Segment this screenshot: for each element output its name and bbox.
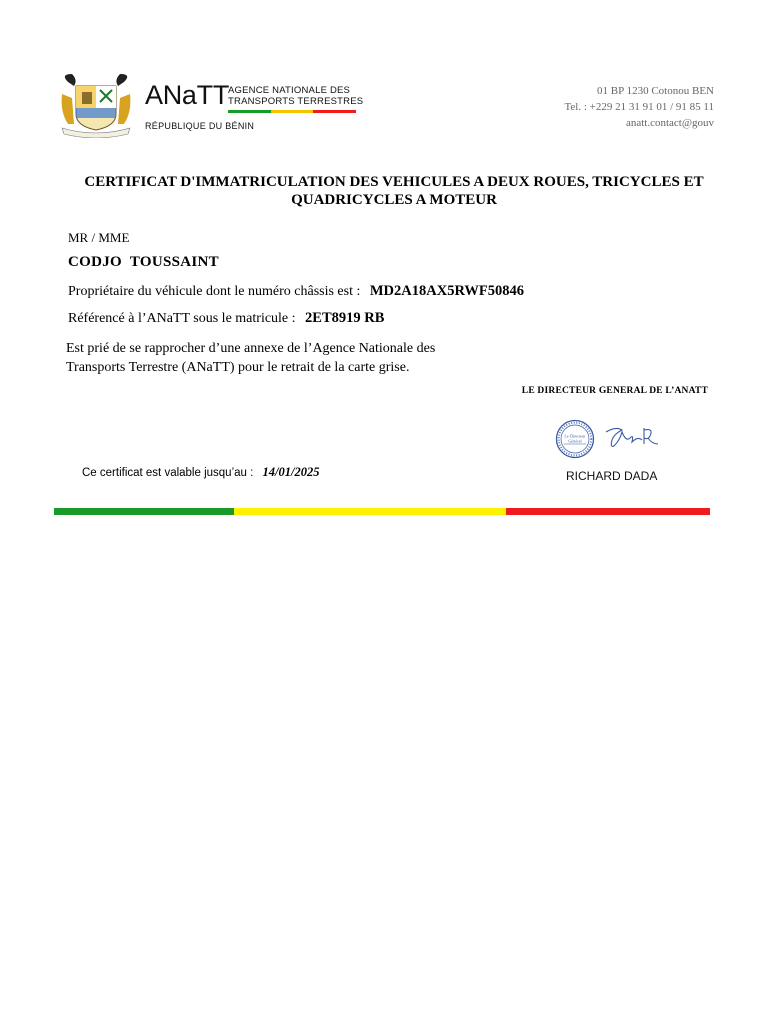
flag-bar-red [506,508,710,515]
document-title [40,173,748,209]
flag-bar-yellow [234,508,506,515]
chassis-number: MD2A18AX5RWF50846 [369,283,525,299]
agency-name-line-1: AGENCE NATIONALE DES [228,85,351,96]
svg-text:Le Directeur: Le Directeur [564,433,586,439]
contact-email: anatt.contact@gouv [625,117,714,129]
owner-name: CODJO TOUSSAINT [68,254,219,270]
signatory-name: RICHARD DADA [566,469,658,483]
validity-date: 14/01/2025 [262,465,320,479]
agency-full-name [228,85,363,107]
validity-label: Ce certificat est valable jusqu’au : [82,467,254,479]
flag-bar-green [54,508,234,515]
agency-logo-text: ANaTT [145,80,230,110]
chassis-line [68,283,524,300]
logo-flag-bar [228,110,356,113]
contact-block [514,83,714,131]
signatory-title: LE DIRECTEUR GENERAL DE L’ANATT [521,386,708,396]
contact-phone: Tel. : +229 21 31 91 01 / 91 85 11 [564,101,714,113]
instruction-line-1: Est prié de se rapprocher d’une annexe de l’Agence Nationale des [66,341,436,356]
svg-text:Général: Général [568,438,582,444]
country-name: RÉPUBLIQUE DU BÉNIN [145,121,255,131]
instruction-paragraph [66,339,496,377]
chassis-label: Propriétaire du véhicule dont le numéro châssis est : [68,284,361,299]
contact-address: 01 BP 1230 Cotonou BEN [597,85,714,97]
coat-of-arms-icon [58,72,134,138]
document-title-line-2: QUADRICYCLES A MOTEUR [291,192,497,208]
official-stamp-icon [555,419,595,459]
registration-label: Référencé à l’ANaTT sous le matricule : [68,311,296,326]
document-title-line-1: CERTIFICAT D'IMMATRICULATION DES VEHICULES A DEUX ROUES, TRICYCLES ET [84,174,704,190]
agency-name-line-2: TRANSPORTS TERRESTRES [228,96,364,107]
validity-line [82,465,319,480]
registration-number: 2ET8919 RB [305,310,385,326]
salutation: MR / MME [68,230,130,245]
registration-line [68,310,384,327]
instruction-line-2: Transports Terrestre (ANaTT) pour le retrait de la carte grise. [66,360,410,375]
flag-color-bar [54,508,710,515]
signature-icon [600,422,662,452]
